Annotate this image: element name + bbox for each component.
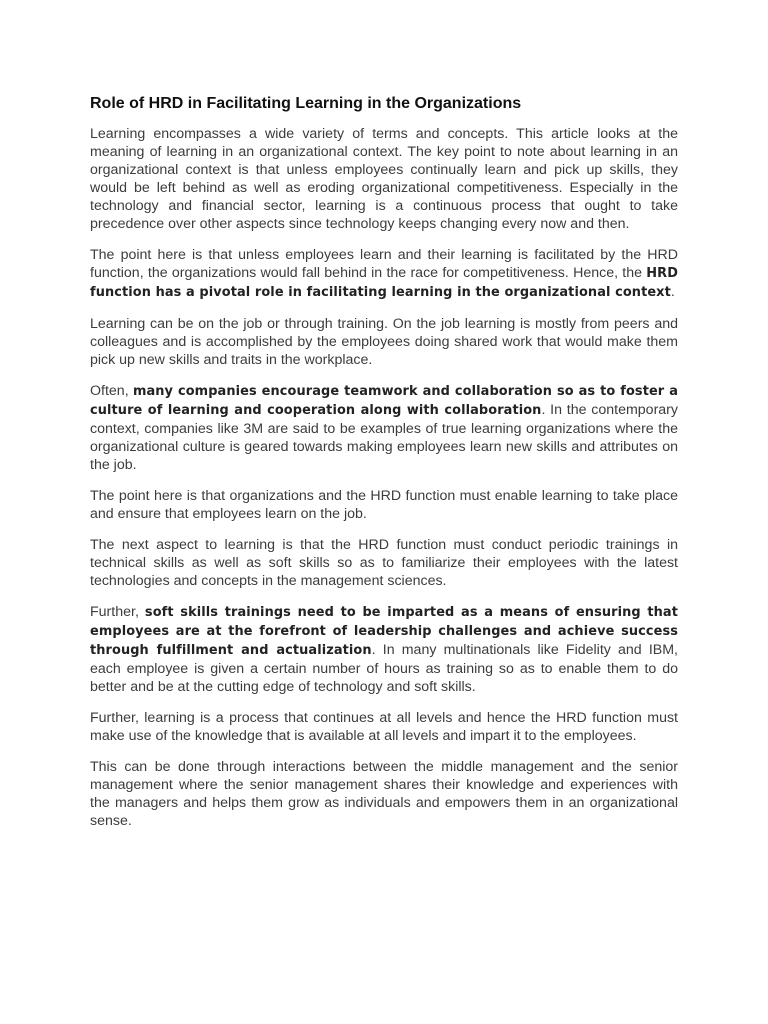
paragraph-text-tail: . In the contemporary context, companies like 3M are said to be examples of true learning organizations where the organizational culture is geared towards making employees learn new skills and attributes on the job. <box>90 402 678 473</box>
paragraph-bold-text: soft skills trainings need to be imparted as a means of ensuring that employees are at the forefront of leadership challenges and achieve success through fulfillment and actualization <box>90 605 678 658</box>
paragraph-2 <box>90 246 678 302</box>
paragraph-3 <box>90 315 678 369</box>
paragraph-text: This can be done through interactions between the middle management and the senior management where the senior management shares their knowledge and experiences with the managers and helps them grow as individuals and empowers them in an organizational sense. <box>90 759 678 829</box>
paragraph-text: Often, <box>90 383 133 399</box>
paragraph-text: Learning can be on the job or through training. On the job learning is mostly from peers and colleagues and is accomplished by the employees doing shared work that would make them pick up new skills and traits in the workplace. <box>90 316 678 368</box>
paragraph-text-tail: . <box>670 284 675 300</box>
paragraph-7 <box>90 603 678 696</box>
paragraph-9 <box>90 758 678 830</box>
paragraph-6 <box>90 536 678 590</box>
paragraph-text: Learning encompasses a wide variety of terms and concepts. This article looks at the meaning of learning in an organizational context. The key point to note about learning in an organizational context is that unless employees continually learn and pick up skills, they would be left behind as well as eroding organizational competitiveness. Especially in the technology and financial sector, learning is a continuous process that ought to take precedence over other aspects since technology keeps changing every now and then. <box>90 126 678 232</box>
paragraph-5 <box>90 487 678 523</box>
paragraph-text: The next aspect to learning is that the HRD function must conduct periodic trainings in technical skills as well as soft skills so as to familiarize their employees with the latest technologies and concepts in the management sciences. <box>90 537 678 589</box>
paragraph-4 <box>90 382 678 474</box>
paragraph-text-tail: . In many multinationals like Fidelity and IBM, each employee is given a certain number of hours as training so as to enable them to do better and be at the cutting edge of technology and soft skills. <box>90 642 679 695</box>
paragraph-8 <box>90 709 678 745</box>
document-title: Role of HRD in Facilitating Learning in the Organizations <box>90 95 522 112</box>
paragraph-text: The point here is that unless employees learn and their learning is facilitated by the HRD function, the organizations would fall behind in the race for competitiveness. Hence, the <box>90 247 678 281</box>
paragraph-bold-text: HRD function has a pivotal role in facilitating learning in the organizational context <box>90 266 678 300</box>
paragraph-1 <box>90 125 678 233</box>
document-page <box>90 94 678 843</box>
paragraph-text: Further, learning is a process that continues at all levels and hence the HRD function must make use of the knowledge that is available at all levels and impart it to the employees. <box>90 710 678 744</box>
paragraph-text: The point here is that organizations and the HRD function must enable learning to take place and ensure that employees learn on the job. <box>90 488 678 522</box>
paragraph-text: Further, <box>90 604 145 620</box>
paragraph-bold-text: many companies encourage teamwork and collaboration so as to foster a culture of learning and cooperation along with collaboration <box>90 384 678 418</box>
